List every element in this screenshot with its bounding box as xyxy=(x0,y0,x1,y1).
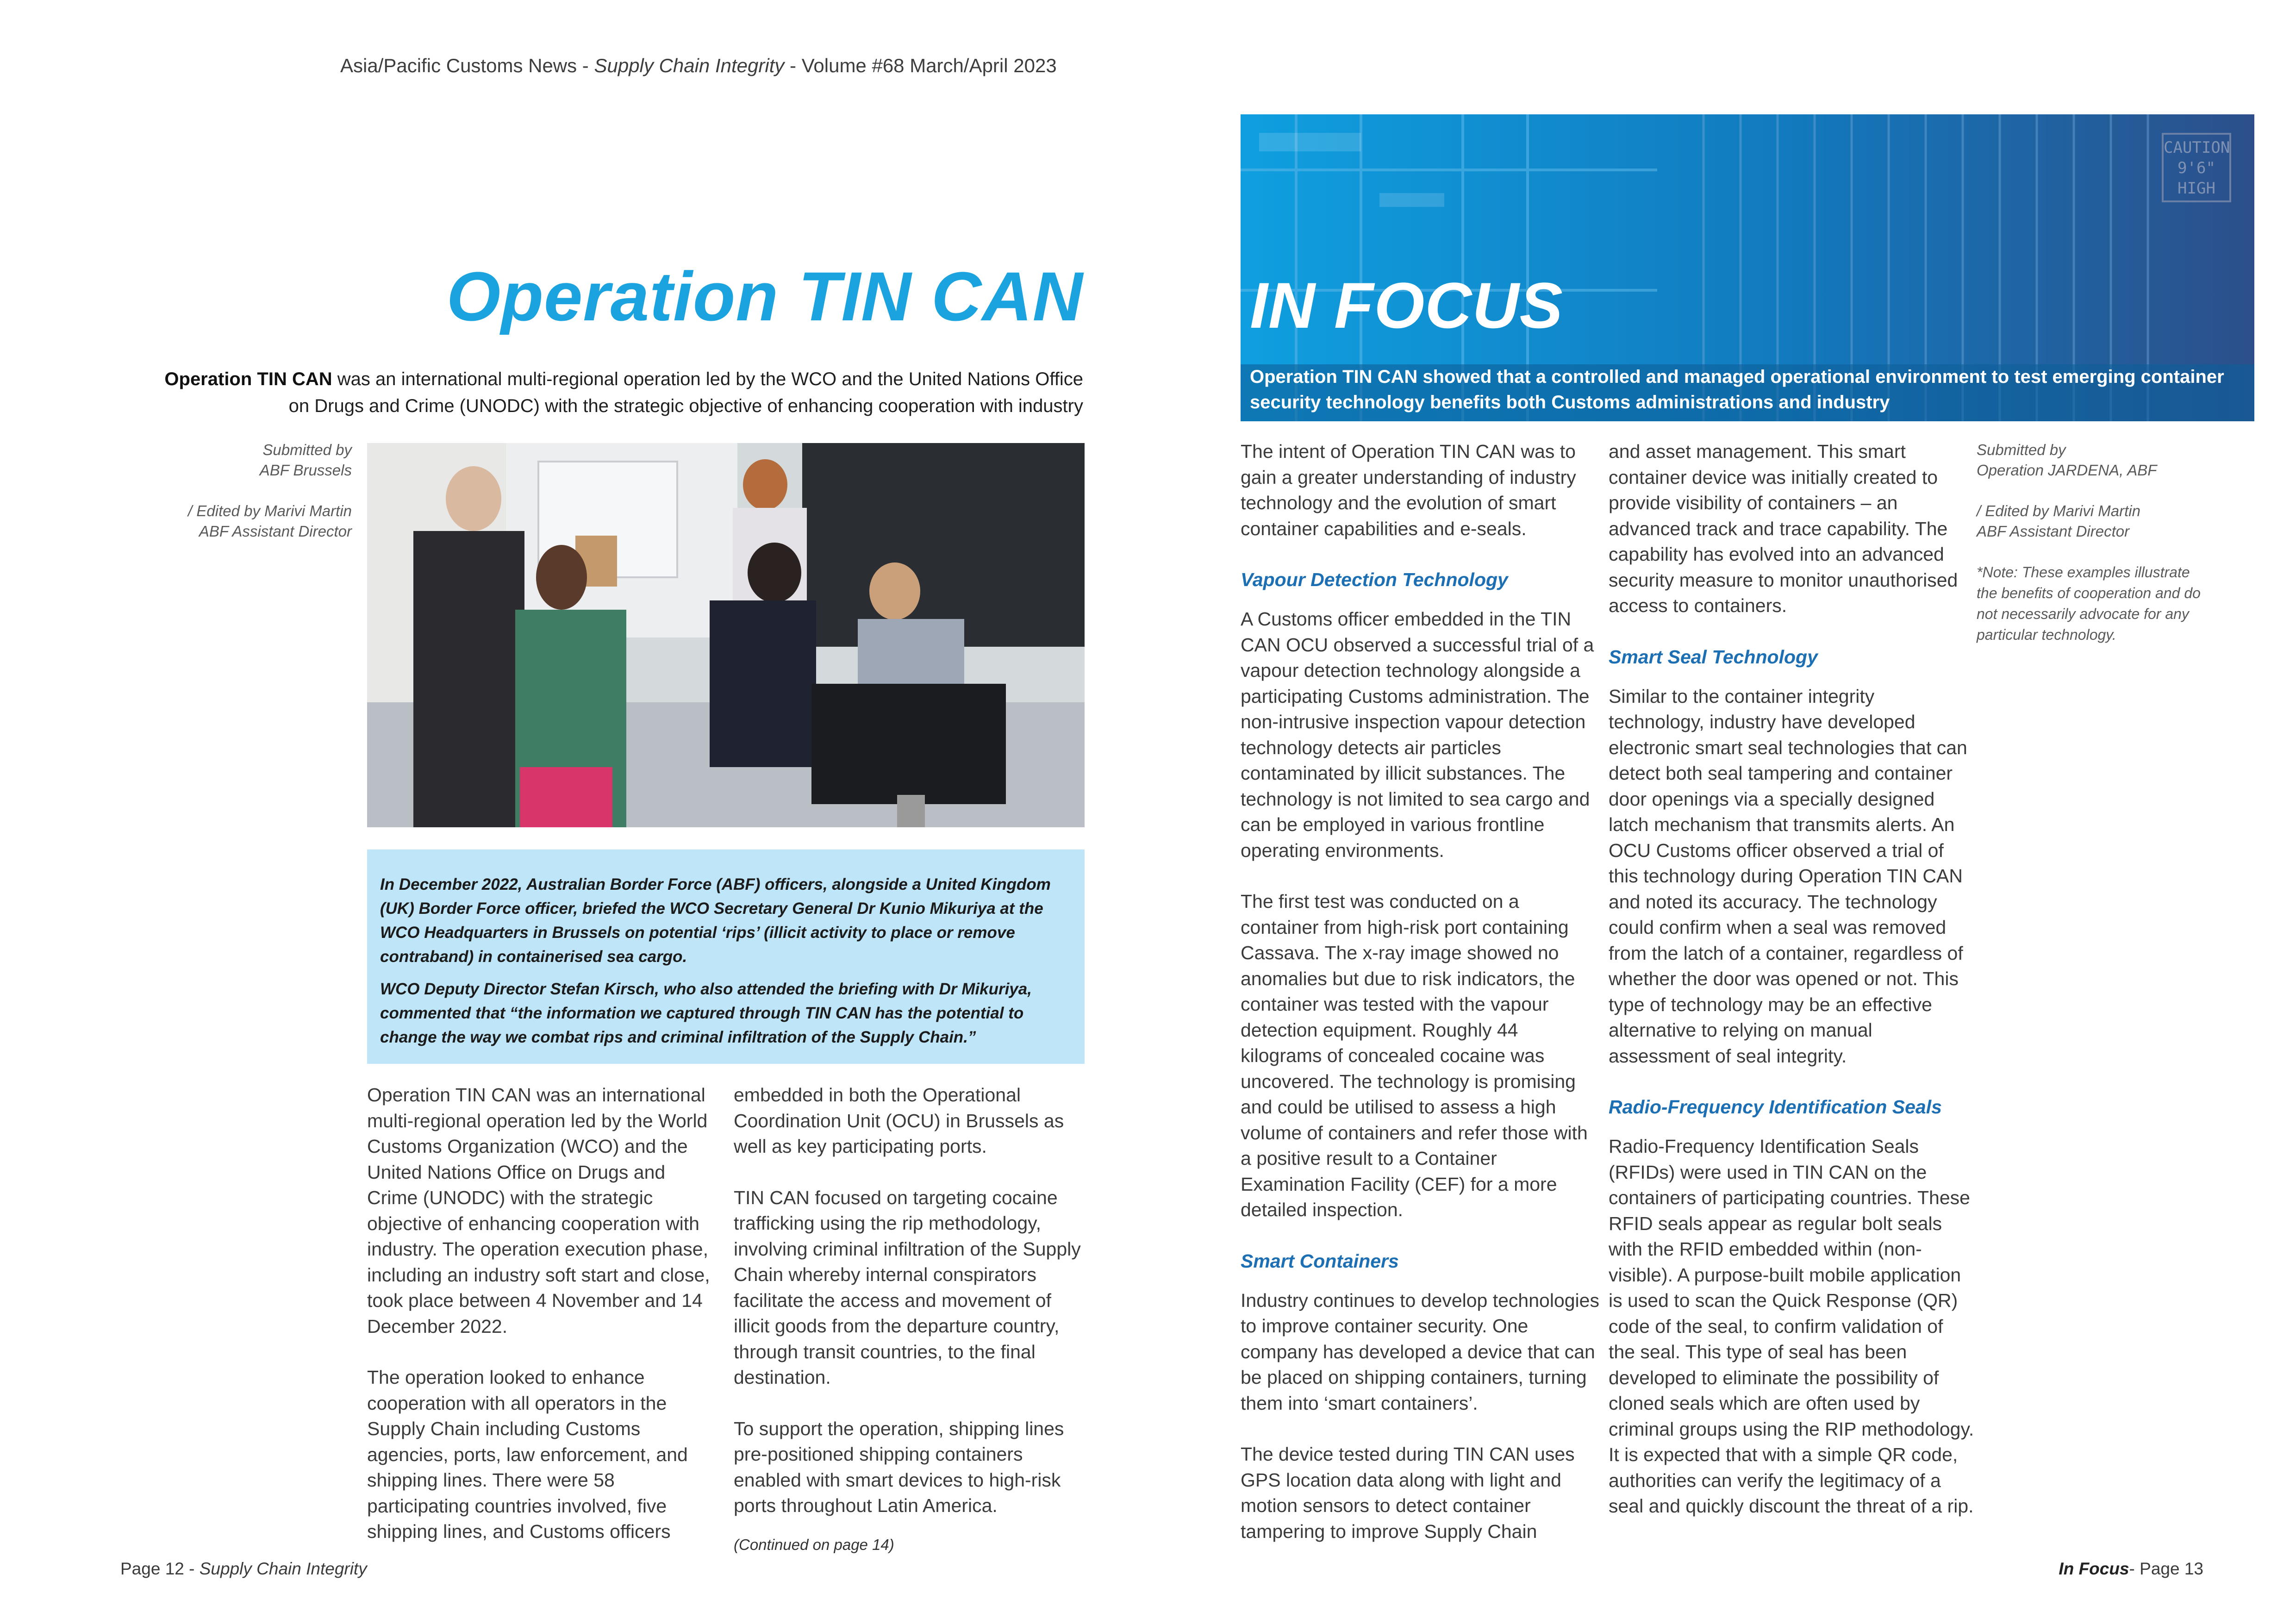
callout-para-1: In December 2022, Australian Border Force (ABF) officers, alongside a United Kingdom (UK) Border Force officer, briefed the WCO Secretary General Dr Kunio Mikuriya at the WCO Headquarters in Brussels on potential ‘rips’ (illicit activity to place or remove contraband) in containerised sea cargo. xyxy=(380,875,1051,966)
callout-box xyxy=(367,849,1085,1064)
briefing-photo xyxy=(367,443,1085,827)
caution-line: 9'6" xyxy=(2177,159,2215,177)
section-title: IN FOCUS xyxy=(1250,269,1563,342)
lead-paragraph xyxy=(153,366,1083,419)
body-paragraph: Similar to the container integrity technology, industry have developed electronic smart seal technologies that can detect both seal tampering and container door openings via a specially designed latch mechanism that transmits alerts. An OCU Customs officer observed a trial of this technology during Operation TIN CAN and noted its accuracy. The technology could confirm when a seal was removed from the latch of a container, regardless of whether the door was opened or not. This type of technology may be an effective alternative to relying on manual assessment of seal integrity. xyxy=(1609,685,1967,1067)
caution-line: HIGH xyxy=(2177,179,2215,198)
subheading-vapour: Vapour Detection Technology xyxy=(1241,569,1508,590)
body-column-2 xyxy=(734,1082,1086,1544)
footer-section: In Focus xyxy=(2059,1559,2129,1578)
footer-right xyxy=(2059,1559,2203,1579)
body-paragraph: The intent of Operation TIN CAN was to gain a greater understanding of industry technology and the evolution of smart container capabilities and e-seals. xyxy=(1241,441,1576,539)
footer-left xyxy=(120,1559,367,1579)
section-lead-bold: Operation TIN CAN xyxy=(1250,367,1418,387)
body-paragraph: embedded in both the Operational Coordination Unit (OCU) in Brussels as well as key participating ports. xyxy=(734,1084,1064,1157)
disclaimer-note: *Note: These examples illustrate the benefits of cooperation and do not necessarily advocate for any particular technology. xyxy=(1977,564,2201,643)
lead-rest: was an international multi-regional operation led by the WCO and the United Nations Office on Drugs and Crime (UNODC) with the strategic objective of enhancing cooperation with industry xyxy=(288,369,1083,416)
body-paragraph: Radio-Frequency Identification Seals (RFIDs) were used in TIN CAN on the containers of participating countries. These RFID seals appear as regular bolt seals with the RFID embedded within (non-visible). A purpose-built mobile application is used to scan the Quick Response (QR) code of the seal, to confirm validation of the seal. This type of seal has been developed to eliminate the possibility of cloned seals which are often used by criminal groups using the RIP methodology. It is expected that with a simple QR code, authorities can verify the legitimacy of a seal and quickly discount the threat of a rip. xyxy=(1609,1136,1974,1517)
body-column-3 xyxy=(1241,439,1602,1544)
submitted-org: Operation JARDENA, ABF xyxy=(1977,462,2157,479)
body-paragraph: The device tested during TIN CAN uses GPS location data along with light and motion sensors to detect container tampering to improve Supply Chain xyxy=(1241,1443,1575,1542)
editor-role: ABF Assistant Director xyxy=(1977,523,2130,540)
footer-page-number: - Page 13 xyxy=(2129,1559,2203,1578)
header-prefix: Asia/Pacific Customs News - xyxy=(340,55,594,76)
editor-role: ABF Assistant Director xyxy=(199,523,352,540)
body-paragraph: and asset management. This smart container device was initially created to provide visibility of containers – an advanced track and trace capability. The capability has evolved into an advanced security measure to monitor unauthorised access to containers. xyxy=(1609,441,1958,616)
edited-by: / Edited by Marivi Martin xyxy=(1977,502,2140,519)
section-lead-rest: showed that a controlled and managed operational environment to test emerging container security technology benefits both Customs administrations and industry xyxy=(1250,367,2224,412)
subheading-smart-seal: Smart Seal Technology xyxy=(1609,646,1818,668)
subheading-rfid: Radio-Frequency Identification Seals xyxy=(1609,1096,1942,1118)
body-paragraph: A Customs officer embedded in the TIN CAN OCU observed a successful trial of a vapour detection technology alongside a participating Customs administration. The non-intrusive inspection vapour detection technology detects air particles contaminated by illicit substances. The technology is not limited to sea cargo and can be employed in various frontline operating environments. xyxy=(1241,608,1594,861)
edited-by: / Edited by Marivi Martin xyxy=(188,502,352,519)
submission-credit xyxy=(139,440,352,562)
body-paragraph: The first test was conducted on a container from high-risk port containing Cassava. The x-ray image showed no anomalies but due to risk indicators, the container was tested with the vapour detection equipment. Roughly 44 kilograms of concealed cocaine was uncovered. The technology is promising and could be utilised to assess a high volume of containers and refer those with a positive result to a Container Examination Facility (CEF) for a more detailed inspection. xyxy=(1241,891,1588,1220)
footer-page-label: Page 12 - xyxy=(120,1559,200,1578)
submitted-org: ABF Brussels xyxy=(259,462,352,479)
body-column-1 xyxy=(367,1082,719,1570)
submission-credit-right xyxy=(1977,440,2208,666)
section-lead xyxy=(1250,364,2245,415)
caution-sign xyxy=(2162,133,2231,202)
running-header xyxy=(340,55,1057,77)
lead-bold: Operation TIN CAN xyxy=(164,369,332,389)
body-column-4 xyxy=(1609,439,1974,1519)
continued-note: (Continued on page 14) xyxy=(734,1536,894,1553)
body-paragraph: TIN CAN focused on targeting cocaine trafficking using the rip methodology, involving criminal infiltration of the Supply Chain whereby internal conspirators facilitate the access and movement of illicit goods from the departure country, through transit countries, to the final destination. xyxy=(734,1187,1081,1388)
body-paragraph: Industry continues to develop technologies to improve container security. One company has developed a device that can be placed on shipping containers, turning them into ‘smart containers’. xyxy=(1241,1289,1599,1414)
caution-line: CAUTION xyxy=(2164,138,2230,157)
footer-publication: Supply Chain Integrity xyxy=(199,1559,367,1578)
subheading-smart-containers: Smart Containers xyxy=(1241,1250,1399,1272)
page-title: Operation TIN CAN xyxy=(446,257,1083,335)
header-suffix: - Volume #68 March/April 2023 xyxy=(784,55,1057,76)
body-paragraph: To support the operation, shipping lines pre-positioned shipping containers enabled with smart devices to high-risk ports throughout Latin America. xyxy=(734,1418,1064,1516)
submitted-label: Submitted by xyxy=(262,441,352,458)
callout-para-2: WCO Deputy Director Stefan Kirsch, who also attended the briefing with Dr Mikuriya, commented that “the information we captured through TIN CAN has the potential to change the way we combat rips and criminal infiltration of the Supply Chain.” xyxy=(380,980,1032,1046)
submitted-label: Submitted by xyxy=(1977,441,2066,458)
body-paragraph: Operation TIN CAN was an international multi-regional operation led by the World Customs Organization (WCO) and the United Nations Office on Drugs and Crime (UNODC) with the strategic objective of enhancing cooperation with industry. The operation execution phase, including an industry soft start and close, took place between 4 November and 14 December 2022. xyxy=(367,1084,710,1337)
body-paragraph: The operation looked to enhance cooperation with all operators in the Supply Chain including Customs agencies, ports, law enforcement, and shipping lines. There were 58 participating countries involved, five shipping lines, and Customs officers xyxy=(367,1367,688,1542)
header-publication: Supply Chain Integrity xyxy=(594,55,785,76)
